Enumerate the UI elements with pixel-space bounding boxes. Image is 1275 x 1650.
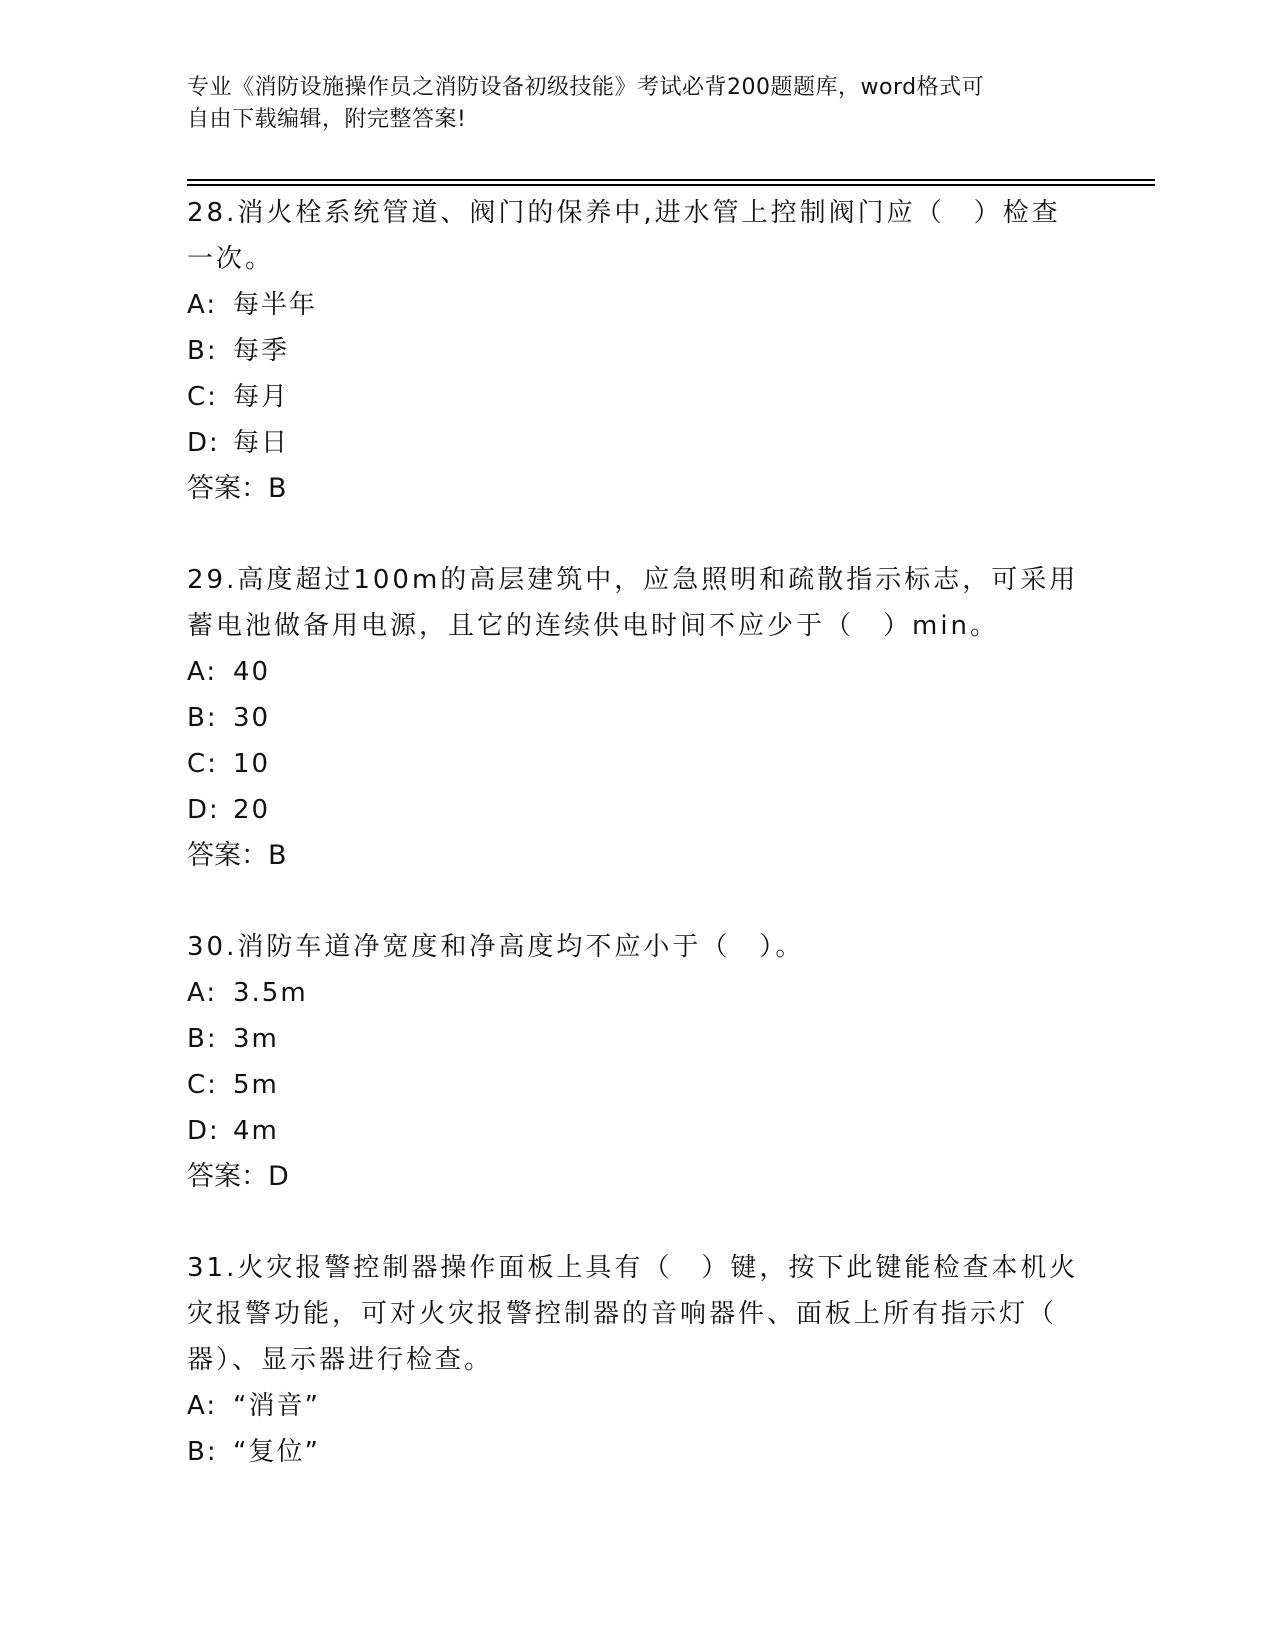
option-letter: A: [187,978,218,1008]
question-spacer [187,512,1087,557]
option-text: 5m [233,1070,279,1100]
option-letter: B: [187,703,218,733]
option-letter: C: [187,1070,218,1100]
option-b [187,1429,1087,1475]
question-spacer [187,879,1087,924]
option-letter: B: [187,336,218,366]
option-text: 10 [233,749,271,779]
option-text: 40 [233,657,271,687]
option-text: 3.5m [233,978,308,1008]
question-text-line: 29.高度超过100m的高层建筑中，应急照明和疏散指示标志，可采用 [187,565,1079,595]
header-line-2: 自由下载编辑，附完整答案! [187,107,467,132]
option-c [187,374,1087,420]
option-a [187,649,1087,695]
option-letter: D: [187,1116,220,1146]
question-text-line: 30.消防车道净宽度和净高度均不应小于（ ）。 [187,932,805,962]
question-28 [187,190,1087,512]
question-spacer [187,1200,1087,1245]
option-d [187,420,1087,466]
answer-line: 答案：B [187,473,287,504]
question-text-line: 器）、显示器进行检查。 [187,1345,494,1375]
option-text: 30 [233,703,271,733]
option-c [187,1062,1087,1108]
option-text: “复位” [233,1437,320,1467]
header-divider-top [187,179,1155,181]
option-c [187,741,1087,787]
option-letter: B: [187,1024,218,1054]
answer-line: 答案：D [187,1161,289,1192]
option-letter: A: [187,290,218,320]
option-b [187,695,1087,741]
document-header [187,72,1087,136]
option-text: 每日 [233,428,290,458]
question-text-line: 蓄电池做备用电源，且它的连续供电时间不应少于（ ）min。 [187,611,1000,641]
question-list [187,190,1087,1475]
option-text: 20 [233,795,271,825]
option-d [187,1108,1087,1154]
option-letter: B: [187,1437,218,1467]
header-divider-bottom [187,184,1155,186]
option-letter: C: [187,382,218,412]
header-line-1: 专业《消防设施操作员之消防设备初级技能》考试必背200题题库，word格式可 [187,75,985,100]
question-text-line: 灾报警功能，可对火灾报警控制器的音响器件、面板上所有指示灯（ [187,1299,1058,1329]
option-text: “消音” [233,1391,320,1421]
option-letter: D: [187,428,220,458]
option-letter: D: [187,795,220,825]
option-text: 每季 [233,336,290,366]
question-text-line: 一次。 [187,244,275,274]
question-31 [187,1245,1087,1475]
question-text-line: 31.火灾报警控制器操作面板上具有（ ）键，按下此键能检查本机火 [187,1253,1079,1283]
option-letter: A: [187,1391,218,1421]
option-text: 3m [233,1024,279,1054]
option-b [187,1016,1087,1062]
option-letter: C: [187,749,218,779]
answer-line: 答案：B [187,840,287,871]
question-29 [187,557,1087,879]
question-text-line: 28.消火栓系统管道、阀门的保养中,进水管上控制阀门应（ ）检查 [187,198,1061,228]
option-text: 4m [233,1116,279,1146]
option-text: 每月 [233,382,290,412]
option-letter: A: [187,657,218,687]
option-a [187,1383,1087,1429]
option-d [187,787,1087,833]
option-a [187,282,1087,328]
question-30 [187,924,1087,1200]
option-text: 每半年 [233,290,318,320]
option-a [187,970,1087,1016]
option-b [187,328,1087,374]
